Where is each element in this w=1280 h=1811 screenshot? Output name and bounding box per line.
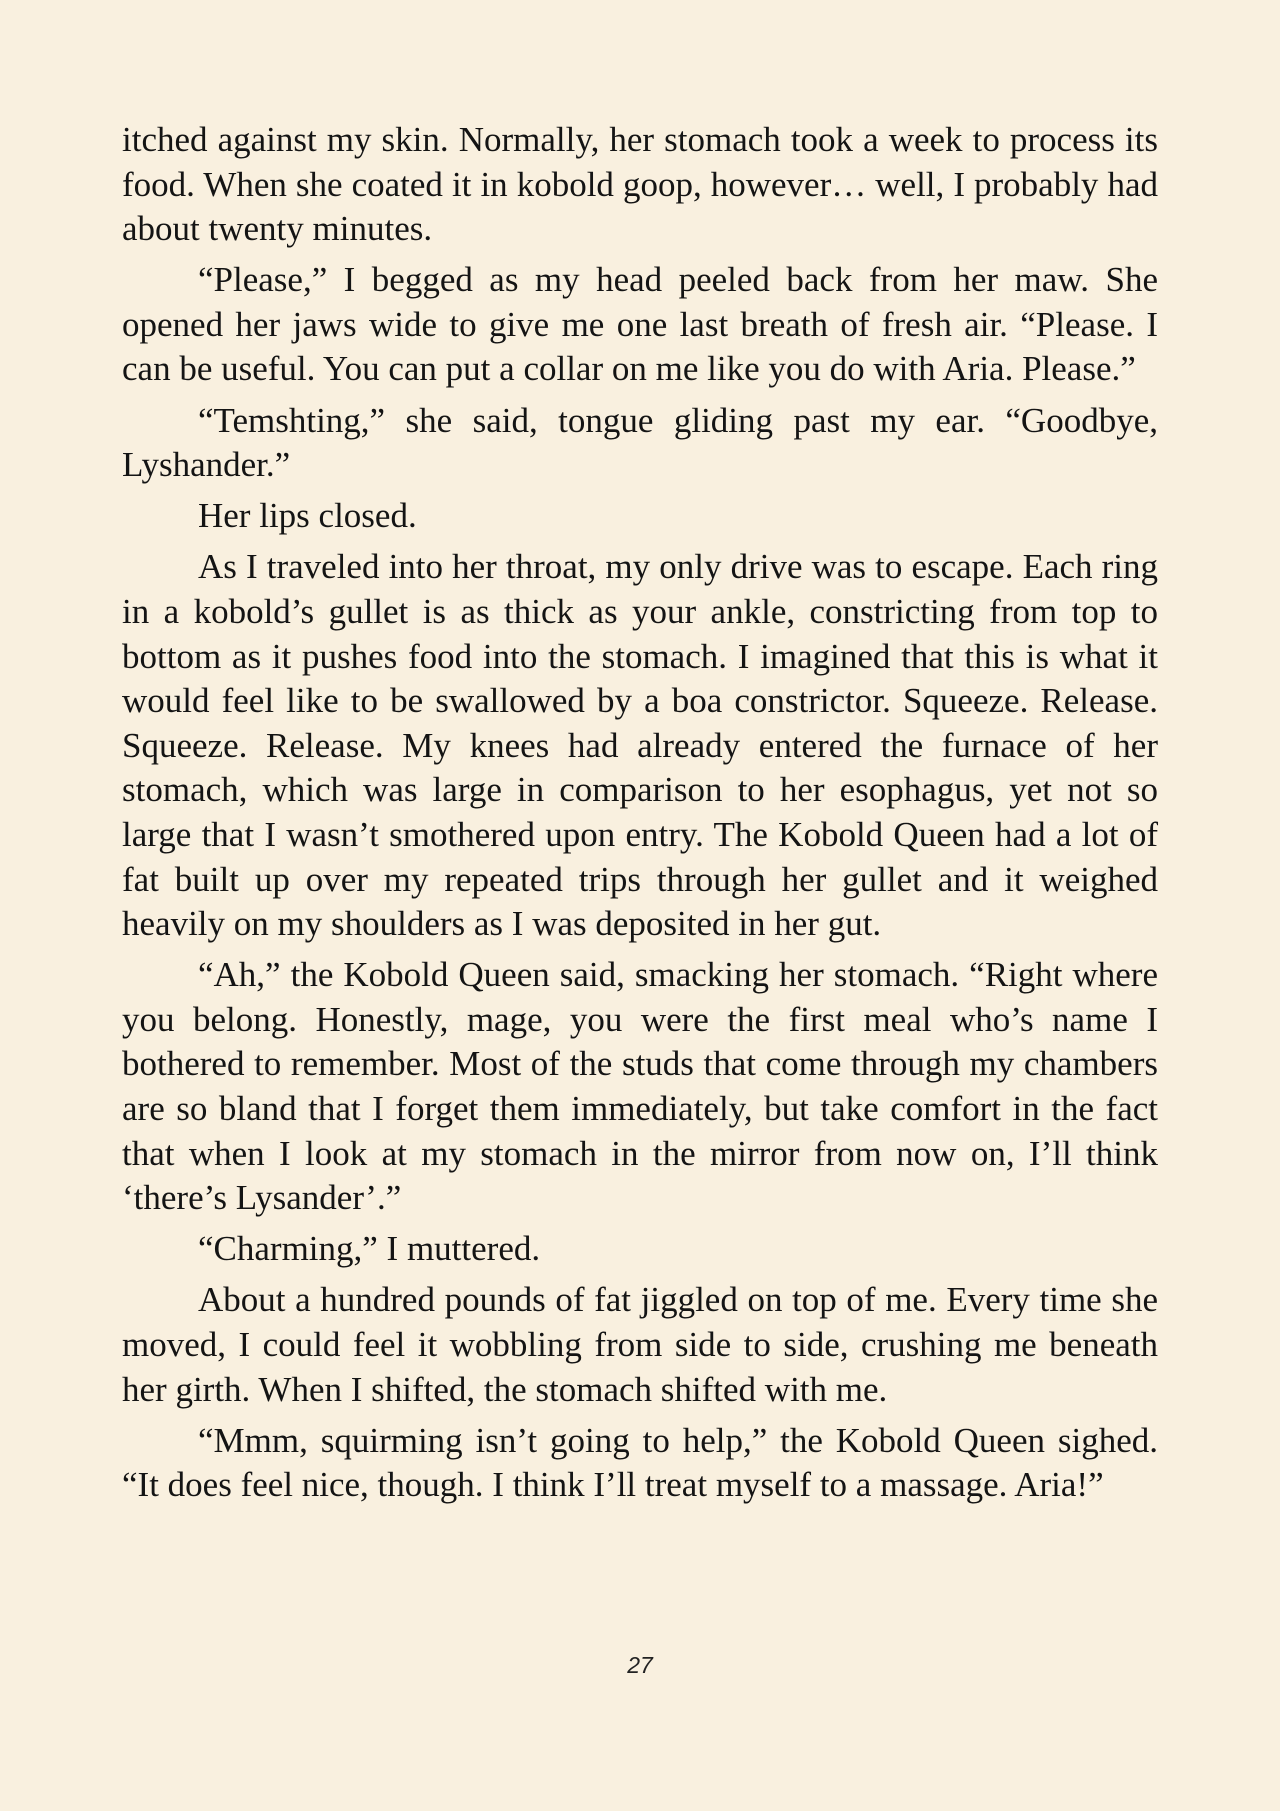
page-number: 27 [627, 1652, 653, 1678]
paragraph-8: About a hundred pounds of fat jiggled on top of me. Every time she moved, I could feel it wobbling from side to side, crushing me beneath her girth. When I shifted, the stomach shifted with me. [122, 1280, 1158, 1409]
paragraph-7: “Charming,” I muttered. [198, 1229, 541, 1269]
paragraph-1: itched against my skin. Normally, her stomach took a week to process its food. When she coated it in kobold goop, however… well, I probably had about twenty minutes. [122, 120, 1158, 249]
paragraph-2: “Please,” I begged as my head peeled back from her maw. She opened her jaws wide to give me one last breath of fresh air. “Please. I can be useful. You can put a collar on me like you do with Aria. Please.” [122, 260, 1158, 389]
page-body [122, 118, 1158, 1514]
paragraph-5: As I traveled into her throat, my only drive was to escape. Each ring in a kobold’s gullet is as thick as your ankle, constricting from top to bottom as it pushes food into the stomach. I imagined that this is what it would feel like to be swallowed by a boa constrictor. Squeeze. Release. Squeeze. Release. My knees had already entered the furnace of her stomach, which was large in comparison to her esophagus, yet not so large that I wasn’t smothered upon entry. The Kobold Queen had a lot of fat built up over my repeated trips through her gullet and it weighed heavily on my shoulders as I was deposited in her gut. [122, 547, 1158, 944]
paragraph-6: “Ah,” the Kobold Queen said, smacking her stomach. “Right where you belong. Honestly, mage, you were the first meal who’s name I bothered to remember. Most of the studs that come through my chambers are so bland that I forget them immediately, but take comfort in the fact that when I look at my stomach in the mirror from now on, I’ll think ‘there’s Lysander’.” [122, 955, 1158, 1218]
paragraph-3: “Temshting,” she said, tongue gliding past my ear. “Goodbye, Lyshander.” [122, 400, 1158, 485]
paragraph-4: Her lips closed. [198, 496, 417, 536]
paragraph-9: “Mmm, squirming isn’t going to help,” the Kobold Queen sighed. “It does feel nice, though. I think I’ll treat myself to a massage. Aria!” [122, 1420, 1158, 1505]
